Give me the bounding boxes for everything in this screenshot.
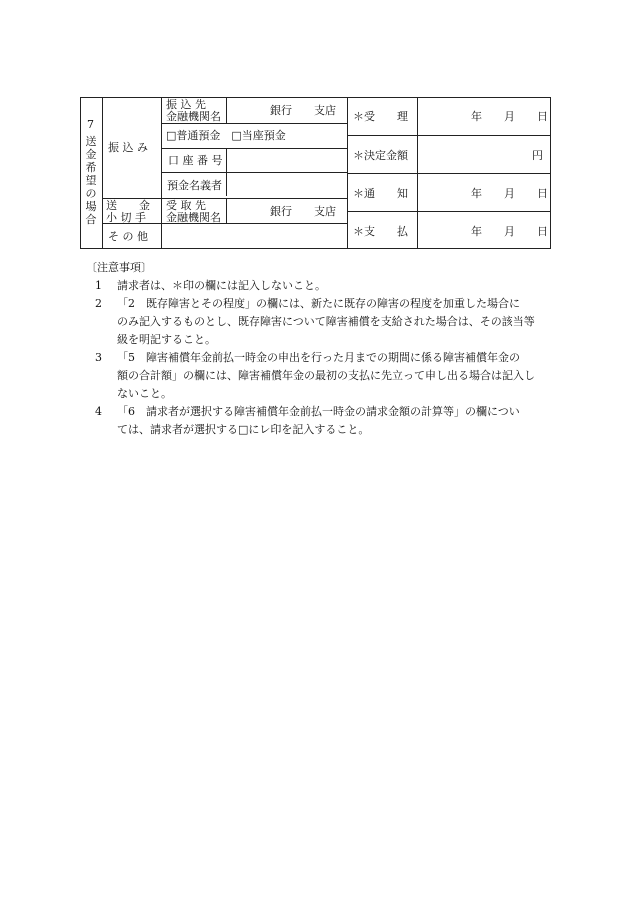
vertical-label-char: 場: [85, 200, 97, 213]
section-number: 7: [87, 118, 94, 131]
vertical-label-char: 希: [85, 161, 97, 174]
section-vertical-label: [84, 135, 98, 226]
payment-date: 年 月 日: [471, 225, 548, 238]
note-line: 額の合計額」の欄には、障害補償年金の最初の支払に先立って申し出る場合は記入し: [117, 369, 535, 382]
note-line: ては、請求者が選択する□にレ印を記入すること。: [117, 423, 370, 436]
note-number: 1: [95, 279, 102, 292]
decided-amount-label: ＊決定金額: [353, 149, 408, 162]
note-line: 請求者は、＊印の欄には記入しないこと。: [117, 279, 326, 292]
bank-name-label-2: 金融機関名: [166, 110, 221, 123]
note-item: [95, 295, 555, 349]
decided-amount-unit: 円: [532, 149, 543, 162]
notice-label: ＊通 知: [353, 187, 408, 200]
account-number-label: 口 座 番 号: [168, 154, 223, 167]
notice-date: 年 月 日: [471, 187, 548, 200]
notes-heading: 〔注意事項〕: [86, 261, 152, 274]
vertical-label-char: の: [85, 187, 97, 200]
note-number: 2: [95, 297, 102, 310]
other-label: そ の 他: [108, 230, 148, 243]
remittance-check-label-1: 送 金: [106, 199, 150, 212]
note-line: ないこと。: [117, 387, 172, 400]
note-line: のみ記入するものとし、既存障害について障害補償を支給された場合は、その該当等: [117, 315, 535, 328]
note-line: 「2 既存障害とその程度」の欄には、新たに既存の障害の程度を加重した場合に: [117, 297, 520, 310]
receive-bank-field[interactable]: 銀行 支店: [270, 205, 336, 218]
account-holder-field[interactable]: [228, 174, 346, 196]
note-item: [95, 277, 555, 295]
remittance-check-label-2: 小 切 手: [106, 211, 146, 224]
account-number-field[interactable]: [228, 150, 346, 170]
bank-name-field[interactable]: 銀行 支店: [270, 104, 336, 117]
note-number: 4: [95, 405, 102, 418]
payment-label: ＊支 払: [353, 225, 408, 238]
furikomi-label: 振 込 み: [108, 141, 148, 154]
note-line: 級を明記すること。: [117, 333, 216, 346]
vertical-label-char: 合: [85, 213, 97, 226]
account-type-checkboxes[interactable]: □普通預金 □当座預金: [166, 129, 286, 142]
bank-name-label-1: 振 込 先: [166, 98, 206, 111]
receive-bank-label-1: 受 取 先: [166, 199, 206, 212]
account-holder-label: 預金名義者: [167, 179, 222, 192]
note-line: 「5 障害補償年金前払一時金の申出を行った月までの期間に係る障害補償年金の: [117, 351, 520, 364]
note-item: [95, 403, 555, 439]
receive-bank-label-2: 金融機関名: [166, 211, 221, 224]
receipt-label: ＊受 理: [353, 110, 408, 123]
note-item: [95, 349, 555, 403]
other-field[interactable]: [163, 225, 346, 247]
note-number: 3: [95, 351, 102, 364]
vertical-label-char: 金: [85, 148, 97, 161]
vertical-label-char: 望: [85, 174, 97, 187]
note-line: 「6 請求者が選択する障害補償年金前払一時金の請求金額の計算等」の欄につい: [117, 405, 520, 418]
vertical-label-char: 送: [85, 135, 97, 148]
receipt-date: 年 月 日: [471, 110, 548, 123]
